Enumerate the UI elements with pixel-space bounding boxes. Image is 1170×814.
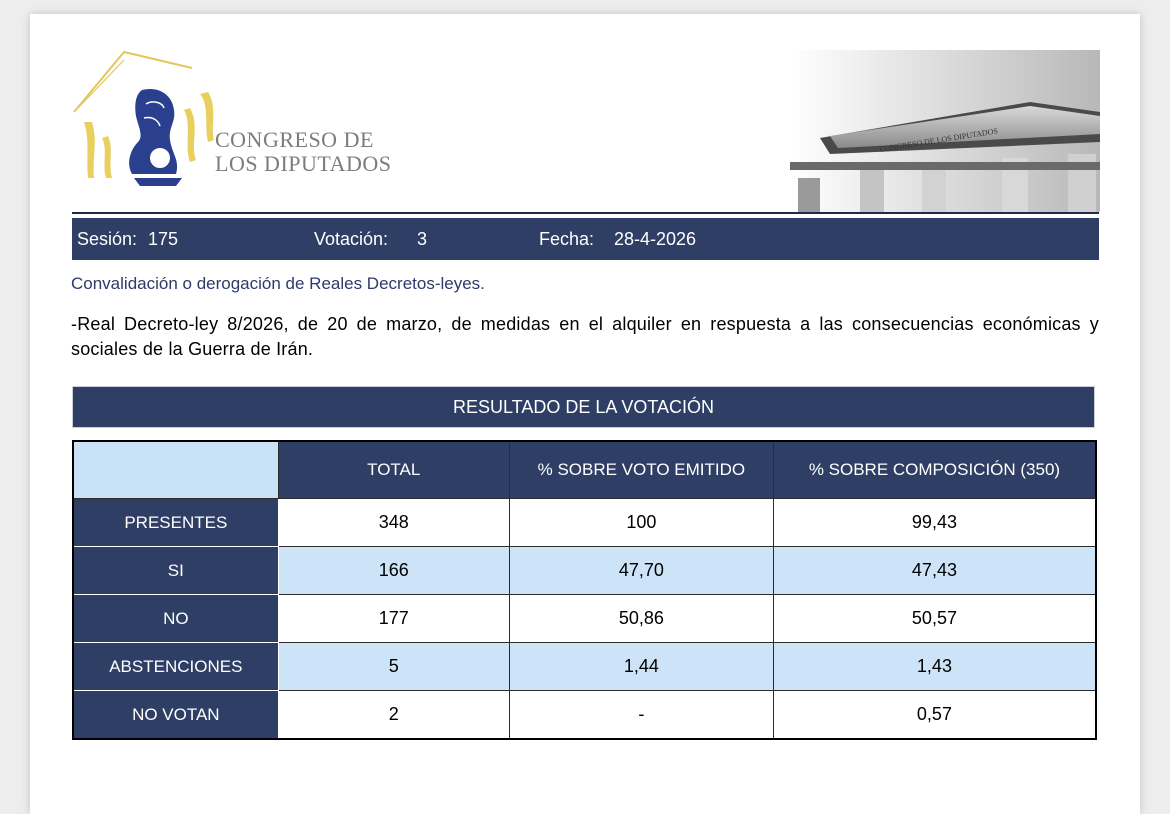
- cell-pct-composicion: 99,43: [773, 499, 1096, 547]
- vote-subject: Convalidación o derogación de Reales Decretos-leyes.: [71, 274, 485, 293]
- cell-pct-emitido: 47,70: [509, 547, 773, 595]
- table-row: [73, 499, 1096, 547]
- congreso-logo: [72, 50, 222, 190]
- sesion-value: 175: [148, 229, 179, 249]
- logo-text: [215, 128, 391, 176]
- table-row: [73, 595, 1096, 643]
- cell-pct-composicion: 47,43: [773, 547, 1096, 595]
- row-label: SI: [73, 547, 278, 595]
- cell-total: 5: [278, 643, 509, 691]
- cell-pct-composicion: 1,43: [773, 643, 1096, 691]
- cell-pct-emitido: -: [509, 691, 773, 740]
- row-label: NO: [73, 595, 278, 643]
- cell-total: 348: [278, 499, 509, 547]
- logo-line-2: LOS DIPUTADOS: [215, 151, 392, 176]
- vote-description: -Real Decreto-ley 8/2026, de 20 de marzo, de medidas en el alquiler en respuesta a las consecuencias económicas y sociales de la Guerra de Irán.: [71, 314, 1099, 359]
- row-label: PRESENTES: [73, 499, 278, 547]
- logo-line-1: CONGRESO DE: [215, 127, 374, 152]
- header-rule: [72, 212, 1099, 214]
- row-label: NO VOTAN: [73, 691, 278, 740]
- fecha-label: Fecha:: [539, 229, 595, 249]
- results-title: RESULTADO DE LA VOTACIÓN: [72, 386, 1095, 428]
- cell-total: 177: [278, 595, 509, 643]
- cell-total: 2: [278, 691, 509, 740]
- cell-pct-emitido: 1,44: [509, 643, 773, 691]
- header-corner: [73, 441, 278, 499]
- table-row: [73, 691, 1096, 740]
- cell-pct-emitido: 50,86: [509, 595, 773, 643]
- fecha-value: 28-4-2026: [614, 229, 697, 249]
- votacion-value: 3: [417, 229, 428, 249]
- table-row: [73, 547, 1096, 595]
- cell-total: 166: [278, 547, 509, 595]
- svg-text:CONGRESO DE LOS DIPUTADOS: CONGRESO DE LOS DIPUTADOS: [878, 126, 999, 154]
- results-table: [72, 440, 1097, 740]
- results-header-row: [73, 441, 1096, 499]
- congreso-building-image: [790, 50, 1100, 212]
- cell-pct-composicion: 50,57: [773, 595, 1096, 643]
- row-label: ABSTENCIONES: [73, 643, 278, 691]
- col-total: TOTAL: [278, 441, 509, 499]
- session-bar: [72, 218, 1099, 260]
- votacion-label: Votación:: [314, 229, 389, 249]
- sesion-label: Sesión:: [77, 229, 138, 249]
- cell-pct-composicion: 0,57: [773, 691, 1096, 740]
- col-pct-composicion: % SOBRE COMPOSICIÓN (350): [773, 441, 1096, 499]
- col-pct-emitido: % SOBRE VOTO EMITIDO: [509, 441, 773, 499]
- cell-pct-emitido: 100: [509, 499, 773, 547]
- table-row: [73, 643, 1096, 691]
